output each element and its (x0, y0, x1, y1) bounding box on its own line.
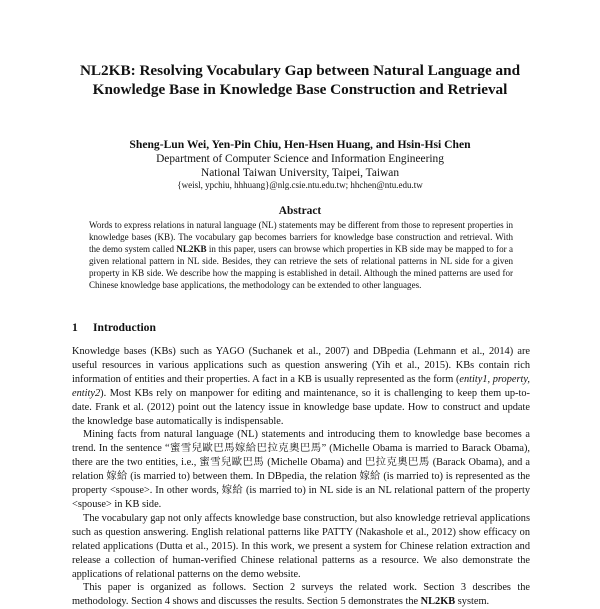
abstract-system-name: NL2KB (176, 243, 207, 254)
title-line-2: Knowledge Base in Knowledge Base Construction and Retrieval (92, 81, 508, 98)
intro-p1-text-a: Knowledge bases (KBs) such as YAGO (Suchanek et al., 2007) and DBpedia (Lehmann et al., 2014) are useful resources in various applications such as question answering (Yih et al., 2015). KBs contain rich information of entities and their properties. A fact in a KB is usually represented as the form ( (72, 346, 530, 385)
section-heading-introduction (72, 321, 156, 335)
abstract-heading: Abstract (278, 205, 322, 217)
intro-p4-system-name: NL2KB (420, 596, 456, 608)
intro-p4-text-a: This paper is organized as follows. Section 2 surveys the related work. Section 3 describes the methodology. Section 4 shows and discusses the results. Section 5 demonstrates the (72, 582, 530, 608)
author-list: Sheng-Lun Wei, Yen-Pin Chiu, Hen-Hsen Huang, and Hsin-Hsi Chen (129, 138, 471, 151)
abstract-part-1: Words to express relations in natural language (NL) statements may be different from those to represent properties in knowledge bases (KB). The vocabulary gap becomes barriers for knowledge base construction and retrieval. With the demo system called (89, 220, 513, 254)
intro-p1-entity2: entity2 (72, 387, 101, 399)
abstract-text (89, 220, 513, 291)
intro-p1-text-b: ). Most KBs rely on manpower for editing and maintenance, so it is challenging to keep them up-to-date. Frank et al. (2012) point out the latency issue in knowledge base update. How to construct and update the knowledge base automatically is indispensable. (72, 387, 530, 427)
abstract-part-2: in this paper, users can browse which properties in KB side may be mapped to for a given relational pattern in NL side. Besides, they can retrieve the sets of relational patterns in NL side for a given property in KB side. We describe how the mapping is established in detail. Although the mined patterns are used for Chinese knowledge base applications, the methodology can be extended to other languages. (89, 243, 513, 290)
affiliation-university: National Taiwan University, Taipei, Taiwan (200, 167, 400, 179)
section-number: 1 (72, 321, 78, 334)
intro-paragraph-4 (72, 581, 530, 609)
introduction-body (72, 345, 530, 609)
title-line-1: NL2KB: Resolving Vocabulary Gap between Natural Language and (79, 62, 521, 79)
intro-paragraph-2: Mining facts from natural language (NL) statements and introducing them to knowledge base becomes a trend. In the sentence “蜜雪兒歐巴馬嫁給巴拉克奧巴馬” (Michelle Obama is married to Barack Obama), there are the two entities, i.e., 蜜雪兒歐巴馬 (Michelle Obama) and 巴拉克奧巴馬 (Barack Obama), and a relation 嫁給 (is married to) between them. In DBpedia, the relation 嫁給 (is married to) is represented as the property <spouse>. In other words, 嫁給 (is married to) in NL side is an NL relational pattern of the property <spouse> in KB side. (72, 429, 530, 510)
intro-paragraph-1 (72, 345, 530, 428)
intro-p4-text-b: system. (455, 596, 490, 608)
intro-p1-comma-1: , (487, 373, 493, 385)
intro-p1-comma-2: , (527, 373, 530, 385)
affiliation-department: Department of Computer Science and Information Engineering (156, 153, 444, 165)
paper-title (60, 61, 540, 99)
intro-paragraph-3: The vocabulary gap not only affects knowledge base construction, but also knowledge retrieval applications such as question answering. English relational patterns like PATTY (Nakashole et al., 2012) show efficacy on related applications (Dutta et al., 2015). In this work, we present a system for Chinese relation extraction and release a collection of human-verified Chinese relational patterns as a resource. We also demonstrate the applications of relational patterns on the demo website. (72, 512, 530, 580)
section-title: Introduction (93, 321, 156, 334)
intro-p1-property: property (492, 373, 528, 385)
intro-p1-entity1: entity1 (459, 373, 488, 385)
author-emails: {weisl, ypchiu, hhhuang}@nlg.csie.ntu.edu.tw; hhchen@ntu.edu.tw (177, 180, 423, 190)
